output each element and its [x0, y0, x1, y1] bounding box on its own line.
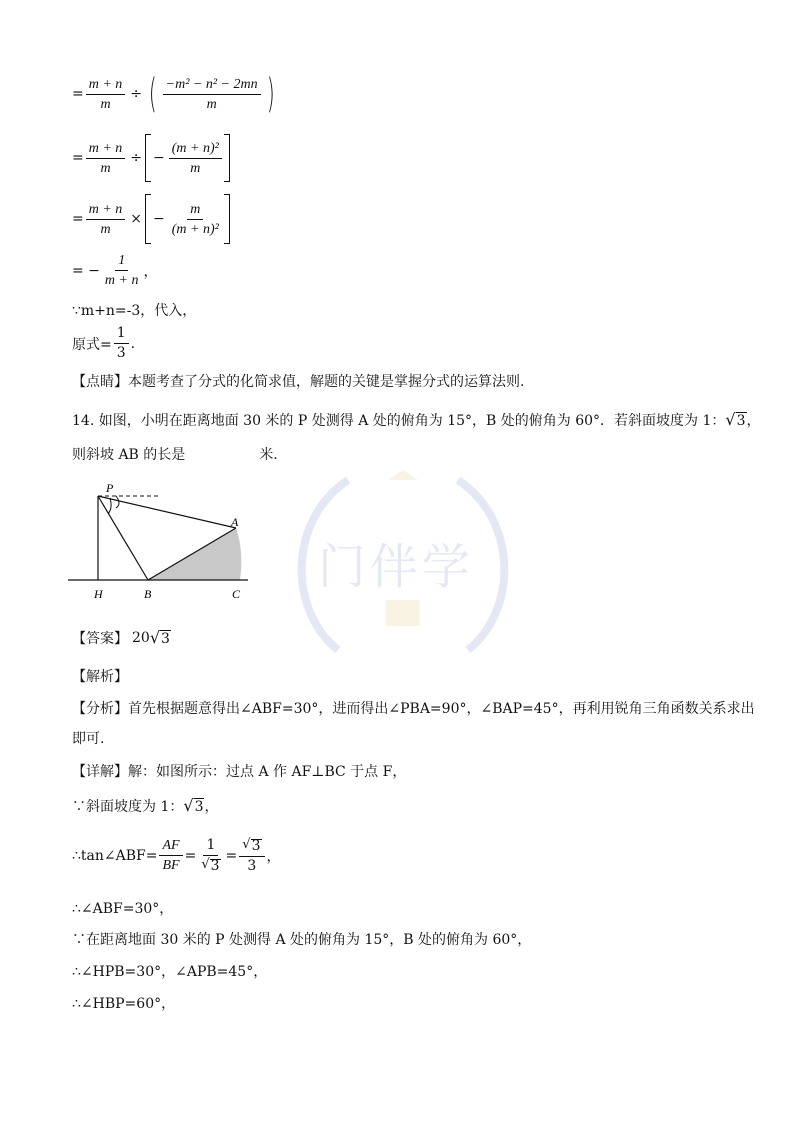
figure-svg — [68, 476, 268, 606]
geometry-figure — [68, 476, 268, 606]
question-text: 则斜坡 AB 的长是 — [72, 447, 186, 463]
text: ∴tan∠ABF= — [72, 847, 158, 864]
sqrt: √ 3 — [242, 837, 261, 854]
comma: ， — [143, 263, 158, 280]
question-text: 14. 如图，小明在距离地面 30 米的 P 处测得 A 处的俯角为 15°，B 处的俯角为 60°．若斜面坡度为 1： — [72, 413, 726, 429]
question-14-line-2 — [72, 444, 278, 464]
fraction: $\frac{m + n}{m}$ — [86, 77, 126, 112]
comma: ， — [266, 848, 281, 865]
minus-sign: − — [153, 150, 165, 166]
equals-sign: = — [72, 211, 84, 227]
dianjing-note: 【点睛】本题考查了分式的化简求值，解题的关键是掌握分式的运算法则. — [72, 374, 525, 390]
times-sign: × — [130, 211, 143, 227]
math-line-1 — [72, 71, 278, 117]
fenxi-line-2: 即可. — [72, 731, 105, 747]
jiexi-tag: 【解析】 — [72, 669, 128, 685]
right-bracket — [224, 134, 230, 182]
right-bracket — [224, 194, 230, 244]
fraction: 1 √ 3 — [201, 837, 220, 874]
sqrt: √ 3 — [201, 857, 220, 874]
fenxi-line-1: 【分析】首先根据题意得出∠ABF=30°，进而得出∠PBA=90°，∠BAP=45°，再利用锐角三角函数关系求出 — [72, 701, 755, 717]
given-line: ∵在距离地面 30 米的 P 处测得 A 处的俯角为 15°，B 处的俯角为 60°， — [72, 932, 532, 948]
label-b: B — [144, 587, 152, 601]
fraction: $\frac{m + n}{m}$ — [86, 202, 126, 237]
label-h: H — [94, 587, 103, 601]
fraction: $\frac{1}{3}$ — [114, 326, 129, 361]
fraction: $\frac{AF}{BF}$ — [159, 838, 182, 873]
minus-sign: − — [153, 211, 165, 227]
text: ∵斜面坡度为 1： — [72, 799, 184, 815]
question-14-line-1 — [72, 410, 761, 430]
fraction: $\frac{m + n}{m}$ — [86, 141, 126, 176]
angle-arc — [116, 496, 119, 508]
label-p: P — [106, 481, 114, 495]
fraction: $\frac{m}{\text{(m + n)²}}$ — [171, 201, 219, 237]
label-c: C — [232, 587, 241, 601]
label: 原式= — [72, 336, 112, 353]
sqrt: √ 3 — [183, 796, 204, 815]
fraction: $\frac{\text{(m + n)²}}{m}$ — [169, 141, 222, 176]
question-text: 米. — [259, 447, 278, 463]
divide-sign: ÷ — [130, 86, 143, 102]
sqrt: √ 3 — [725, 410, 746, 429]
tan-line — [72, 838, 281, 874]
label-a: A — [231, 515, 239, 529]
sqrt: √ 3 — [149, 628, 170, 647]
equals-sign: = — [225, 847, 238, 864]
math-line-2 — [72, 134, 230, 182]
fraction: √ 3 3 — [239, 838, 264, 874]
xiangjie-line: 【详解】解：如图所示：过点 A 作 AF⊥BC 于点 F， — [72, 764, 407, 780]
watermark-text: 门伴学 — [318, 539, 475, 595]
equals-minus: = − — [72, 262, 100, 279]
fraction: $\frac{\text{−m² − n² − 2mn}}{m}$ — [163, 77, 261, 112]
text-line: ∵m+n=-3，代入， — [72, 303, 197, 319]
equals-sign: = — [72, 86, 84, 102]
abf-line: ∴∠ABF=30°， — [72, 901, 174, 917]
equals-sign: = — [72, 150, 84, 166]
hpb-line: ∴∠HPB=30°，∠APB=45°， — [72, 964, 268, 980]
math-line-6 — [72, 326, 135, 361]
left-bracket — [145, 194, 151, 244]
slope-line — [72, 796, 218, 816]
math-line-4 — [72, 253, 157, 288]
period: . — [130, 335, 136, 352]
fraction: $\frac{1}{m + n}$ — [104, 253, 139, 288]
right-paren: ) — [266, 71, 275, 117]
answer-value: 20 — [132, 630, 150, 646]
comma: ， — [204, 799, 219, 815]
watermark-logo — [278, 450, 528, 680]
answer-line — [72, 628, 171, 648]
angle-arc — [108, 498, 111, 514]
hbp-line: ∴∠HBP=60°， — [72, 996, 176, 1012]
comma: ， — [746, 413, 761, 429]
left-bracket — [145, 134, 151, 182]
left-paren: ( — [148, 71, 157, 117]
answer-tag: 【答案】 — [72, 631, 128, 647]
divide-sign: ÷ — [130, 150, 143, 166]
math-line-3 — [72, 194, 230, 244]
equals-sign: = — [184, 847, 197, 864]
line-pb — [98, 496, 148, 580]
